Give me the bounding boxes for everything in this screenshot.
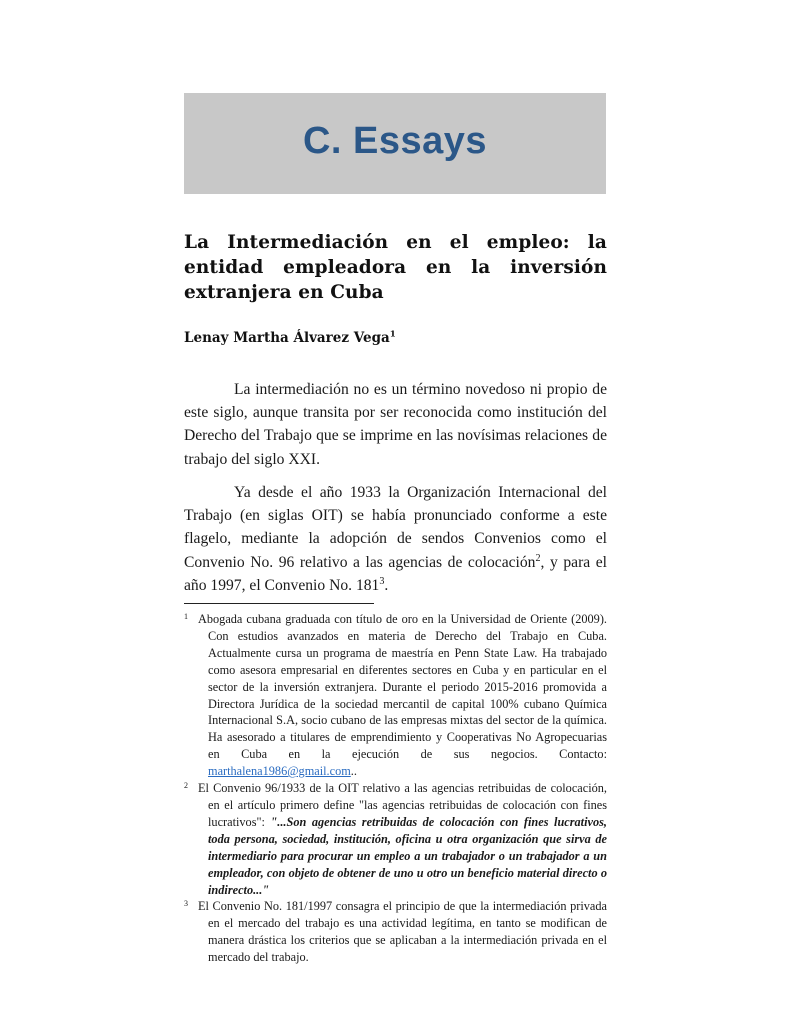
- footnote-ref-3[interactable]: 3: [379, 575, 385, 587]
- email-link[interactable]: marthalena1986@gmail.com: [208, 764, 351, 779]
- section-heading: C. Essays: [302, 120, 488, 162]
- footnotes: [184, 611, 607, 966]
- paragraph-text: .: [384, 576, 389, 594]
- footnote-1: 1 Abogada cubana graduada con título de oro en la Universidad de Oriente (2009). Con estudios avanzados en materia de Derecho del Trabajo en Cuba. Actualmente cursa un programa de maestría en Penn State Law. Ha trabajado como asesora empresarial en diferentes sectores en Cuba y en particular en el sector de la inversión extranjera. Durante el periodo 2015-2016 promovida a Directora Jurídica de la sociedad mercantil de capital 100% cubano Química Internacional S.A, socio cubano de las empresas mixtas del sector de la química. Ha asesorado a titulares de emprendimiento y Cooperativas No Agropecuarias en Cuba en la ejecución de sus negocios. Contacto: marthalena1986@gmail.com..: [184, 612, 607, 779]
- footnote-quote: "...Son agencias retribuidas de colocación con fines lucrativos, toda persona, sociedad, institución, oficina u otra organización que sirva de intermediario para procurar un empleo a un trabajador o un trabajador a un empleador, con objeto de obtener de uno u otro un beneficio material directo o indirecto...": [208, 814, 607, 897]
- footnote-text: El Convenio No. 181/1997 consagra el principio de que la intermediación privada en el mercado del trabajo es una actividad legítima, en tanto se modifican de manera drástica los criterios que se aplicaban a la intermediación privada en el mercado del trabajo.: [198, 899, 607, 965]
- article-title: La Intermediación en el empleo: la entidad empleadora en la inversión extranjera en Cuba: [184, 232, 607, 303]
- footnote-ref-2[interactable]: 2: [535, 552, 541, 564]
- author-byline: [184, 328, 607, 348]
- body-paragraph-1: La intermediación no es un término novedoso ni propio de este siglo, aunque transita por ser reconocida como institución del Derecho del Trabajo que se imprime en las novísimas relaciones de trabajo del siglo XXI.: [184, 381, 607, 468]
- paragraph-text: Ya desde el año 1933 la Organización Internacional del Trabajo (en siglas OIT) se había pronunciado conforme a este flagelo, mediante la adopción de sendos Convenios como el Convenio No. 96 relativo a las agencias de colocación: [184, 484, 607, 571]
- body-paragraph-2: [184, 481, 607, 597]
- footnote-text: El Convenio 96/1933 de la OIT relativo a las agencias retribuidas de colocación, en el artículo primero define "las agencias retribuidas de colocación con fines lucrativos":: [198, 781, 607, 829]
- paragraph-text: , y para el año 1997, el Convenio No. 181: [184, 553, 607, 594]
- footnote-trailing: ..: [350, 764, 357, 779]
- section-banner: [184, 93, 606, 194]
- author-name: Lenay Martha Álvarez Vega: [184, 330, 390, 346]
- footnote-ref-1[interactable]: 1: [389, 329, 396, 340]
- footnote-separator: [184, 603, 374, 604]
- footnote-text: Abogada cubana graduada con título de oro en la Universidad de Oriente (2009). Con estudios avanzados en materia de Derecho del Trabajo en Cuba. Actualmente cursa un programa de maestría en Penn State Law. Ha trabajado como asesora empresarial en diferentes sectores en Cuba y en particular en el sector de la inversión extranjera. Durante el periodo 2015-2016 promovida a Directora Jurídica de la sociedad mercantil de capital 100% cubano Química Internacional S.A, socio cubano de las empresas mixtas del sector de la química. Ha asesorado a titulares de emprendimiento y Cooperativas No Agropecuarias en Cuba en la ejecución de sus negocios. Contacto:: [198, 612, 607, 762]
- footnote-3: 3 El Convenio No. 181/1997 consagra el principio de que la intermediación privada en el mercado del trabajo es una actividad legítima, en tanto se modifican de manera drástica los criterios que se aplicaban a la intermediación privada en el mercado del trabajo.: [184, 899, 607, 965]
- footnote-2: 2 El Convenio 96/1933 de la OIT relativo a las agencias retribuidas de colocación, en el artículo primero define "las agencias retribuidas de colocación con fines lucrativos": "...Son agencias retribuidas de colocación con fines lucrativos, toda persona, sociedad, institución, oficina u otra organización que sirva de intermediario para procurar un empleo a un trabajador o un trabajador a un empleador, con objeto de obtener de uno u otro un beneficio material directo o indirecto...": [184, 781, 607, 897]
